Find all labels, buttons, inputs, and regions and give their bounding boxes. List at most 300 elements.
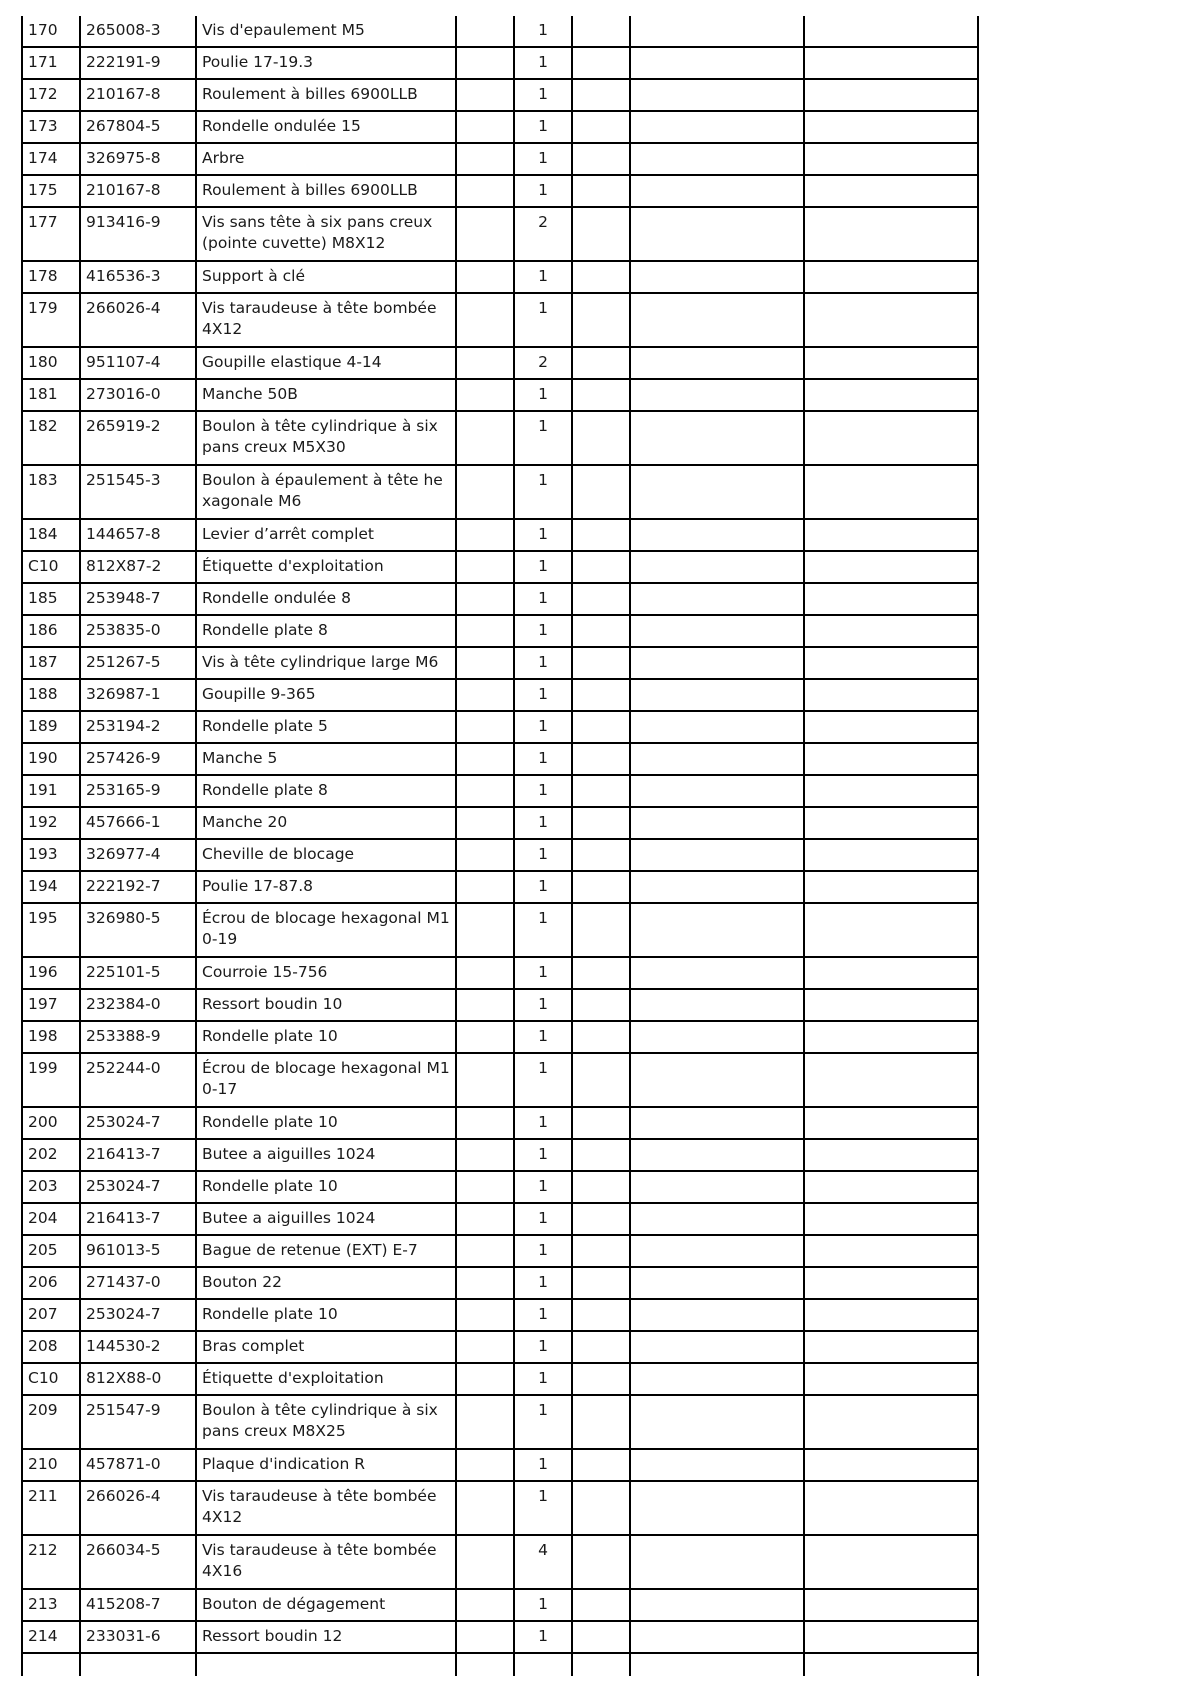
empty-cell xyxy=(456,1107,514,1139)
empty-cell xyxy=(456,1395,514,1449)
empty-cell xyxy=(572,1449,630,1481)
empty-cell xyxy=(804,1203,978,1235)
empty-cell xyxy=(804,1395,978,1449)
empty-cell xyxy=(196,1653,456,1676)
empty-cell xyxy=(456,111,514,143)
table-row xyxy=(22,143,978,175)
description-cell: Écrou de blocage hexagonal M10-17 xyxy=(196,1053,456,1107)
empty-cell xyxy=(804,1331,978,1363)
empty-cell xyxy=(572,1621,630,1653)
empty-cell xyxy=(804,871,978,903)
empty-cell xyxy=(456,143,514,175)
description-cell: Ressort boudin 10 xyxy=(196,989,456,1021)
quantity-cell: 1 xyxy=(514,1171,572,1203)
empty-cell xyxy=(804,711,978,743)
part-number-cell: 222192-7 xyxy=(80,871,196,903)
empty-cell xyxy=(630,1653,804,1676)
quantity-cell: 1 xyxy=(514,871,572,903)
description-cell: Butee a aiguilles 1024 xyxy=(196,1203,456,1235)
table-row xyxy=(22,1535,978,1589)
part-number-cell: 233031-6 xyxy=(80,1621,196,1653)
description-cell: Étiquette d'exploitation xyxy=(196,1363,456,1395)
description-cell: Vis taraudeuse à tête bombée 4X12 xyxy=(196,293,456,347)
part-number-cell: 415208-7 xyxy=(80,1589,196,1621)
description-cell: Plaque d'indication R xyxy=(196,1449,456,1481)
table-row xyxy=(22,1589,978,1621)
empty-cell xyxy=(630,111,804,143)
table-row xyxy=(22,1053,978,1107)
empty-cell xyxy=(456,293,514,347)
part-number-cell: 951107-4 xyxy=(80,347,196,379)
quantity-cell: 1 xyxy=(514,1203,572,1235)
empty-cell xyxy=(804,839,978,871)
description-cell: Goupille elastique 4-14 xyxy=(196,347,456,379)
empty-cell xyxy=(572,519,630,551)
empty-cell xyxy=(572,1481,630,1535)
quantity-cell: 1 xyxy=(514,1299,572,1331)
empty-cell xyxy=(572,347,630,379)
part-number-cell: 273016-0 xyxy=(80,379,196,411)
empty-cell xyxy=(572,16,630,47)
part-number-cell: 216413-7 xyxy=(80,1203,196,1235)
empty-cell xyxy=(630,79,804,111)
empty-cell xyxy=(572,379,630,411)
table-row xyxy=(22,743,978,775)
quantity-cell: 1 xyxy=(514,551,572,583)
table-row xyxy=(22,1449,978,1481)
part-number-cell: 457666-1 xyxy=(80,807,196,839)
empty-cell xyxy=(804,465,978,519)
empty-cell xyxy=(804,519,978,551)
table-row xyxy=(22,207,978,261)
empty-cell xyxy=(630,47,804,79)
empty-cell xyxy=(630,1589,804,1621)
part-number-cell: 326977-4 xyxy=(80,839,196,871)
empty-cell xyxy=(572,957,630,989)
empty-cell xyxy=(630,143,804,175)
table-row xyxy=(22,1363,978,1395)
part-number-cell: 253948-7 xyxy=(80,583,196,615)
empty-cell xyxy=(456,347,514,379)
empty-cell xyxy=(572,1535,630,1589)
table-row xyxy=(22,111,978,143)
table-row xyxy=(22,1139,978,1171)
part-number-cell: 252244-0 xyxy=(80,1053,196,1107)
empty-cell xyxy=(804,111,978,143)
item-number-cell: C10 xyxy=(22,551,80,583)
item-number-cell: 190 xyxy=(22,743,80,775)
empty-cell xyxy=(572,175,630,207)
empty-cell xyxy=(456,465,514,519)
empty-cell xyxy=(804,379,978,411)
empty-cell xyxy=(804,47,978,79)
quantity-cell: 1 xyxy=(514,583,572,615)
item-number-cell: 210 xyxy=(22,1449,80,1481)
table-row xyxy=(22,79,978,111)
part-number-cell: 251547-9 xyxy=(80,1395,196,1449)
table-row xyxy=(22,379,978,411)
empty-cell xyxy=(630,1363,804,1395)
table-row xyxy=(22,175,978,207)
empty-cell xyxy=(630,1107,804,1139)
quantity-cell: 1 xyxy=(514,261,572,293)
item-number-cell: 184 xyxy=(22,519,80,551)
table-row xyxy=(22,989,978,1021)
empty-cell xyxy=(456,207,514,261)
empty-cell xyxy=(630,411,804,465)
quantity-cell: 1 xyxy=(514,1331,572,1363)
empty-cell xyxy=(630,1139,804,1171)
description-cell: Courroie 15-756 xyxy=(196,957,456,989)
part-number-cell: 210167-8 xyxy=(80,79,196,111)
description-cell: Manche 5 xyxy=(196,743,456,775)
description-cell: Rondelle plate 10 xyxy=(196,1021,456,1053)
empty-cell xyxy=(630,1535,804,1589)
empty-cell xyxy=(804,411,978,465)
description-cell: Goupille 9-365 xyxy=(196,679,456,711)
empty-cell xyxy=(456,583,514,615)
item-number-cell: 212 xyxy=(22,1535,80,1589)
empty-cell xyxy=(572,1235,630,1267)
empty-cell xyxy=(456,957,514,989)
table-row xyxy=(22,583,978,615)
empty-cell xyxy=(630,1203,804,1235)
description-cell: Support à clé xyxy=(196,261,456,293)
description-cell: Rondelle plate 8 xyxy=(196,615,456,647)
quantity-cell: 1 xyxy=(514,293,572,347)
empty-cell xyxy=(572,143,630,175)
empty-cell xyxy=(630,1235,804,1267)
item-number-cell: 195 xyxy=(22,903,80,957)
table-row xyxy=(22,1267,978,1299)
empty-cell xyxy=(630,583,804,615)
empty-cell xyxy=(804,1267,978,1299)
empty-cell xyxy=(804,347,978,379)
description-cell: Levier d’arrêt complet xyxy=(196,519,456,551)
item-number-cell: 182 xyxy=(22,411,80,465)
table-row xyxy=(22,293,978,347)
item-number-cell: 188 xyxy=(22,679,80,711)
empty-cell xyxy=(572,871,630,903)
empty-cell xyxy=(572,293,630,347)
empty-cell xyxy=(630,989,804,1021)
table-row xyxy=(22,411,978,465)
table-row xyxy=(22,615,978,647)
empty-cell xyxy=(630,175,804,207)
item-number-cell: 214 xyxy=(22,1621,80,1653)
part-number-cell: 265008-3 xyxy=(80,16,196,47)
empty-cell xyxy=(572,1653,630,1676)
part-number-cell: 216413-7 xyxy=(80,1139,196,1171)
description-cell: Poulie 17-19.3 xyxy=(196,47,456,79)
empty-cell xyxy=(630,871,804,903)
quantity-cell: 1 xyxy=(514,647,572,679)
empty-cell xyxy=(630,1021,804,1053)
empty-cell xyxy=(804,261,978,293)
empty-cell xyxy=(804,1139,978,1171)
empty-cell xyxy=(456,711,514,743)
item-number-cell: 179 xyxy=(22,293,80,347)
description-cell: Boulon à épaulement à tête hexagonale M6 xyxy=(196,465,456,519)
table-row xyxy=(22,903,978,957)
description-cell: Vis à tête cylindrique large M6 xyxy=(196,647,456,679)
table-row xyxy=(22,1171,978,1203)
table-row xyxy=(22,1299,978,1331)
empty-cell xyxy=(804,1535,978,1589)
quantity-cell: 1 xyxy=(514,957,572,989)
empty-cell xyxy=(630,551,804,583)
part-number-cell: 457871-0 xyxy=(80,1449,196,1481)
table-row xyxy=(22,647,978,679)
description-cell: Vis taraudeuse à tête bombée 4X12 xyxy=(196,1481,456,1535)
empty-cell xyxy=(456,679,514,711)
empty-cell xyxy=(630,1331,804,1363)
part-number-cell: 812X88-0 xyxy=(80,1363,196,1395)
empty-cell xyxy=(456,551,514,583)
part-number-cell: 812X87-2 xyxy=(80,551,196,583)
description-cell: Rondelle plate 5 xyxy=(196,711,456,743)
part-number-cell: 271437-0 xyxy=(80,1267,196,1299)
description-cell: Rondelle plate 10 xyxy=(196,1299,456,1331)
part-number-cell: 253835-0 xyxy=(80,615,196,647)
description-cell: Roulement à billes 6900LLB xyxy=(196,175,456,207)
quantity-cell: 1 xyxy=(514,903,572,957)
empty-cell xyxy=(22,1653,80,1676)
part-number-cell: 326975-8 xyxy=(80,143,196,175)
table-row xyxy=(22,1235,978,1267)
empty-cell xyxy=(804,293,978,347)
part-number-cell: 222191-9 xyxy=(80,47,196,79)
quantity-cell: 1 xyxy=(514,679,572,711)
quantity-cell: 1 xyxy=(514,1395,572,1449)
item-number-cell: 208 xyxy=(22,1331,80,1363)
table-row xyxy=(22,1331,978,1363)
quantity-cell: 1 xyxy=(514,1267,572,1299)
description-cell: Rondelle plate 10 xyxy=(196,1107,456,1139)
empty-cell xyxy=(630,903,804,957)
quantity-cell: 1 xyxy=(514,1235,572,1267)
description-cell: Rondelle plate 10 xyxy=(196,1171,456,1203)
table-row-continuation xyxy=(22,1653,978,1676)
part-number-cell: 913416-9 xyxy=(80,207,196,261)
quantity-cell: 1 xyxy=(514,807,572,839)
table-row xyxy=(22,1395,978,1449)
table-row xyxy=(22,711,978,743)
quantity-cell: 1 xyxy=(514,1021,572,1053)
quantity-cell: 1 xyxy=(514,1481,572,1535)
empty-cell xyxy=(804,647,978,679)
item-number-cell: 193 xyxy=(22,839,80,871)
item-number-cell: 172 xyxy=(22,79,80,111)
quantity-cell: 1 xyxy=(514,1139,572,1171)
empty-cell xyxy=(572,839,630,871)
part-number-cell: 253024-7 xyxy=(80,1107,196,1139)
part-number-cell: 253194-2 xyxy=(80,711,196,743)
empty-cell xyxy=(572,679,630,711)
quantity-cell: 1 xyxy=(514,775,572,807)
quantity-cell: 1 xyxy=(514,839,572,871)
empty-cell xyxy=(456,871,514,903)
item-number-cell: 203 xyxy=(22,1171,80,1203)
item-number-cell: 187 xyxy=(22,647,80,679)
table-row xyxy=(22,16,978,47)
empty-cell xyxy=(572,989,630,1021)
empty-cell xyxy=(456,1621,514,1653)
part-number-cell: 253024-7 xyxy=(80,1171,196,1203)
item-number-cell: 202 xyxy=(22,1139,80,1171)
empty-cell xyxy=(456,1535,514,1589)
table-row xyxy=(22,1481,978,1535)
empty-cell xyxy=(456,1299,514,1331)
description-cell: Manche 20 xyxy=(196,807,456,839)
part-number-cell: 253024-7 xyxy=(80,1299,196,1331)
empty-cell xyxy=(572,807,630,839)
empty-cell xyxy=(572,551,630,583)
empty-cell xyxy=(456,807,514,839)
part-number-cell: 257426-9 xyxy=(80,743,196,775)
empty-cell xyxy=(804,1053,978,1107)
empty-cell xyxy=(630,379,804,411)
part-number-cell: 416536-3 xyxy=(80,261,196,293)
empty-cell xyxy=(804,957,978,989)
item-number-cell: 191 xyxy=(22,775,80,807)
empty-cell xyxy=(804,1021,978,1053)
description-cell: Bague de retenue (EXT) E-7 xyxy=(196,1235,456,1267)
empty-cell xyxy=(630,1395,804,1449)
empty-cell xyxy=(630,1299,804,1331)
quantity-cell: 1 xyxy=(514,79,572,111)
quantity-cell: 4 xyxy=(514,1535,572,1589)
part-number-cell: 144657-8 xyxy=(80,519,196,551)
description-cell: Étiquette d'exploitation xyxy=(196,551,456,583)
empty-cell xyxy=(456,1139,514,1171)
empty-cell xyxy=(804,775,978,807)
item-number-cell: 174 xyxy=(22,143,80,175)
empty-cell xyxy=(456,743,514,775)
empty-cell xyxy=(456,1267,514,1299)
item-number-cell: 209 xyxy=(22,1395,80,1449)
item-number-cell: 185 xyxy=(22,583,80,615)
quantity-cell: 1 xyxy=(514,519,572,551)
empty-cell xyxy=(804,1449,978,1481)
quantity-cell: 1 xyxy=(514,16,572,47)
empty-cell xyxy=(630,261,804,293)
empty-cell xyxy=(804,615,978,647)
description-cell: Bouton 22 xyxy=(196,1267,456,1299)
empty-cell xyxy=(456,47,514,79)
quantity-cell: 1 xyxy=(514,1449,572,1481)
empty-cell xyxy=(630,743,804,775)
description-cell: Ressort boudin 12 xyxy=(196,1621,456,1653)
item-number-cell: 194 xyxy=(22,871,80,903)
empty-cell xyxy=(630,711,804,743)
empty-cell xyxy=(456,1589,514,1621)
empty-cell xyxy=(630,1621,804,1653)
empty-cell xyxy=(630,293,804,347)
empty-cell xyxy=(572,711,630,743)
item-number-cell: 175 xyxy=(22,175,80,207)
table-row xyxy=(22,347,978,379)
empty-cell xyxy=(630,957,804,989)
empty-cell xyxy=(572,743,630,775)
empty-cell xyxy=(572,411,630,465)
item-number-cell: C10 xyxy=(22,1363,80,1395)
parts-table-body xyxy=(22,16,978,1676)
description-cell: Manche 50B xyxy=(196,379,456,411)
part-number-cell: 251545-3 xyxy=(80,465,196,519)
empty-cell xyxy=(572,1589,630,1621)
empty-cell xyxy=(572,1171,630,1203)
empty-cell xyxy=(456,903,514,957)
quantity-cell: 1 xyxy=(514,175,572,207)
empty-cell xyxy=(456,989,514,1021)
empty-cell xyxy=(572,79,630,111)
part-number-cell: 266026-4 xyxy=(80,293,196,347)
description-cell: Écrou de blocage hexagonal M10-19 xyxy=(196,903,456,957)
part-number-cell: 265919-2 xyxy=(80,411,196,465)
empty-cell xyxy=(630,839,804,871)
part-number-cell: 266026-4 xyxy=(80,1481,196,1535)
quantity-cell: 2 xyxy=(514,347,572,379)
empty-cell xyxy=(572,1331,630,1363)
empty-cell xyxy=(804,175,978,207)
table-row xyxy=(22,1107,978,1139)
empty-cell xyxy=(456,1235,514,1267)
description-cell: Butee a aiguilles 1024 xyxy=(196,1139,456,1171)
empty-cell xyxy=(630,16,804,47)
table-row xyxy=(22,957,978,989)
empty-cell xyxy=(630,615,804,647)
quantity-cell: 1 xyxy=(514,111,572,143)
item-number-cell: 199 xyxy=(22,1053,80,1107)
part-number-cell: 144530-2 xyxy=(80,1331,196,1363)
empty-cell xyxy=(804,807,978,839)
table-row xyxy=(22,1621,978,1653)
empty-cell xyxy=(630,1481,804,1535)
quantity-cell: 1 xyxy=(514,1589,572,1621)
empty-cell xyxy=(456,1331,514,1363)
quantity-cell: 1 xyxy=(514,411,572,465)
empty-cell xyxy=(572,1267,630,1299)
item-number-cell: 200 xyxy=(22,1107,80,1139)
item-number-cell: 178 xyxy=(22,261,80,293)
part-number-cell: 266034-5 xyxy=(80,1535,196,1589)
empty-cell xyxy=(456,411,514,465)
empty-cell xyxy=(804,207,978,261)
item-number-cell: 204 xyxy=(22,1203,80,1235)
part-number-cell: 961013-5 xyxy=(80,1235,196,1267)
empty-cell xyxy=(572,47,630,79)
empty-cell xyxy=(630,1053,804,1107)
empty-cell xyxy=(804,1107,978,1139)
empty-cell xyxy=(630,775,804,807)
table-row xyxy=(22,465,978,519)
item-number-cell: 192 xyxy=(22,807,80,839)
description-cell: Rondelle ondulée 15 xyxy=(196,111,456,143)
empty-cell xyxy=(572,1395,630,1449)
item-number-cell: 173 xyxy=(22,111,80,143)
quantity-cell: 1 xyxy=(514,1107,572,1139)
empty-cell xyxy=(456,1203,514,1235)
empty-cell xyxy=(456,1171,514,1203)
empty-cell xyxy=(804,989,978,1021)
part-number-cell: 267804-5 xyxy=(80,111,196,143)
empty-cell xyxy=(456,839,514,871)
description-cell: Rondelle plate 8 xyxy=(196,775,456,807)
table-row xyxy=(22,519,978,551)
table-row xyxy=(22,775,978,807)
empty-cell xyxy=(456,519,514,551)
